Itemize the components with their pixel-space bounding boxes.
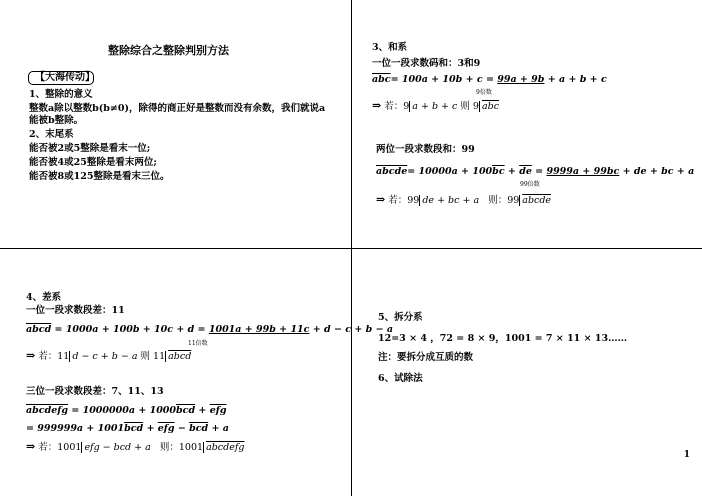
heading-trial-division: 6、试除法 [378,373,423,384]
rule-4-25: 能否被4或25整除是看末两位; [29,157,157,168]
page-title: 整除综合之整除判别方法 [108,44,229,57]
sum-implication-1: ⇒ 若：9 a + b + c 则 9 $\overline{abc}$ [372,99,500,112]
heading-divisibility-meaning: 1、整除的意义 [29,89,93,100]
diff-equation-1: abcd = 1000a + 100b + 10c + d = 1001a + 99b + 11c + d − c + b − a [26,324,393,335]
sum-equation-1: $\overline{abc}= 100a + 10b + c = 99a + 9b + a + b + c$ [372,74,607,85]
diff-equation-2-line-1: abcdefg = $1000000a + 1000\overline{bcd} + \overline{efg}$ [26,405,227,416]
heading-difference-system: 4、差系 [26,292,62,303]
sum-two-digit-subtitle: 两位一段求数段和：99 [376,144,475,155]
diff-equation-2-line-2: = $999999a + 1001\overline{bcd} + \overline{efg} - \overline{bcd} + a$ [26,423,229,434]
definition-line-1: 整数a除以整数b(b≠0)，除得的商正好是整数而没有余数，我们就说a [29,103,326,114]
sum-implication-2: ⇒ 若：99 de + bc + a 则：99 abcde [376,193,552,206]
page-number: 1 [683,450,690,460]
ninety-nine-multiple-note: 99倍数 [520,181,540,188]
section-badge: 【大海传动】 [28,71,94,85]
rule-8-125: 能否被8或125整除是看末三位。 [29,171,170,182]
heading-factor-system: 5、拆分系 [378,312,423,323]
sum-one-digit-subtitle: 一位一段求数码和：3和9 [372,58,481,69]
diff-three-digit-subtitle: 三位一段求数段差：7、11、13 [26,386,164,397]
eleven-multiple-note: 11倍数 [188,340,208,347]
diff-implication-1: ⇒ 若：11 d − c + b − a 则 11 abcd [26,349,192,362]
factor-examples: 12=3 × 4 ，72 = 8 × 9，1001 = 7 × 11 × 13…… [378,333,628,344]
sum-equation-2: abcde= $10000a + 100\overline{bc} + \overline{de} = 9999a + 99bc$ + de + bc + a [376,166,695,177]
nine-multiple-note: 9倍数 [476,89,492,96]
diff-implication-2: ⇒ 若：1001 efg − bcd + a 则：1001 abcdefg [26,440,245,453]
factor-note: 注：要拆分成互质的数 [378,352,474,363]
heading-ending-system: 2、末尾系 [29,129,74,140]
definition-line-2: 能被b整除。 [29,115,84,126]
rule-2-5: 能否被2或5整除是看末一位; [29,143,151,154]
heading-sum-system: 3、和系 [372,42,408,53]
diff-one-digit-subtitle: 一位一段求数段差：11 [26,305,125,316]
horizontal-divider [0,248,702,249]
